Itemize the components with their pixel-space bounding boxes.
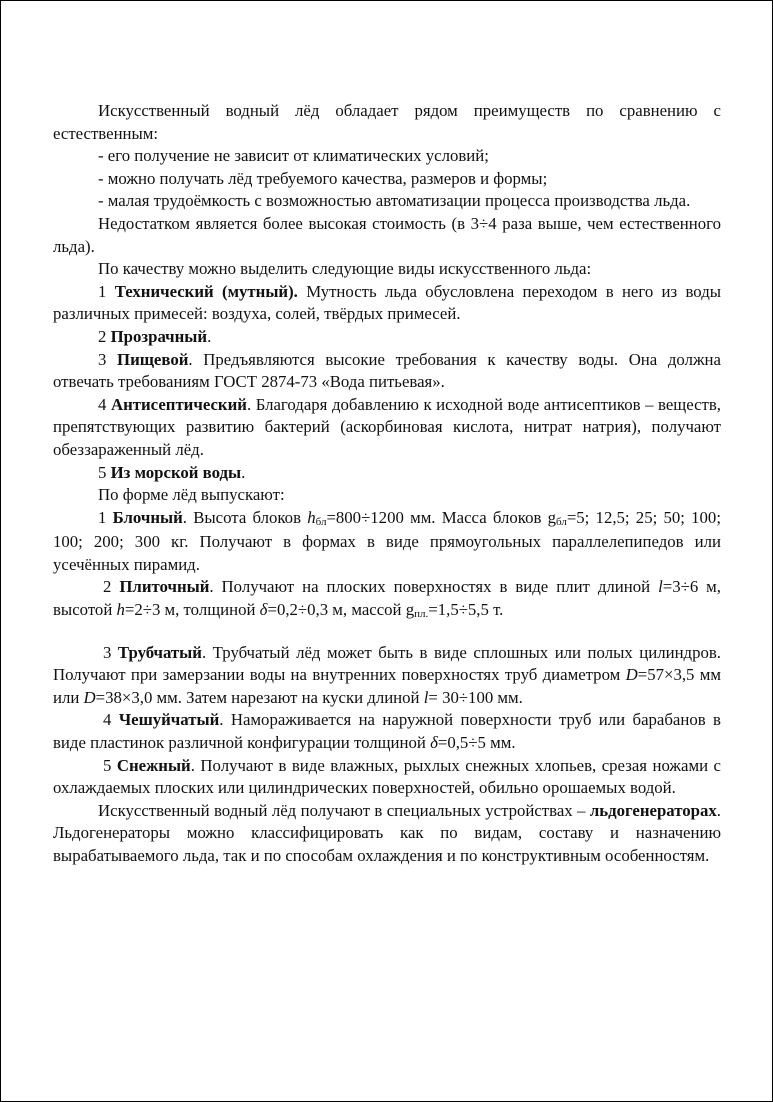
italic-symbol: D [625, 665, 638, 685]
paragraph-quality-types [53, 258, 721, 281]
paragraph-technical [53, 281, 721, 326]
text-run: 1 [98, 507, 113, 527]
paragraph-antiseptic [53, 394, 721, 462]
italic-symbol: l [658, 577, 663, 597]
text-run: . Высота блоков [182, 507, 308, 527]
text-run: 5 [103, 755, 117, 775]
text-run: Недостатком является более высокая стоимость (в 3÷4 раза выше, чем естественного льда). [53, 213, 721, 256]
text-run: =3÷6 м, высотой [53, 577, 721, 620]
text-run: - малая трудоёмкость с возможностью автоматизации процесса производства льда. [98, 191, 691, 211]
bold-term: Прозрачный [110, 326, 208, 346]
text-run: =57×3,5 мм или [53, 665, 721, 707]
italic-symbol: h [116, 600, 125, 620]
list-item-labor [53, 190, 721, 213]
text-run: . Получают на плоских поверхностях в виде плит длиной [209, 577, 659, 597]
bold-term: Трубчатый [117, 642, 202, 662]
text-run: 4 [103, 710, 119, 730]
text-run: =0,2÷0,3 м, массой g [267, 600, 415, 620]
text-run: . Намораживается на наружной поверхности труб или барабанов в виде пластинок различной конфигурации толщиной [53, 710, 721, 753]
bold-term: Технический (мутный). [114, 281, 298, 301]
text-run: - его получение не зависит от климатических условий; [98, 146, 489, 166]
paragraph-tube [53, 642, 721, 710]
italic-symbol: δ [430, 733, 438, 753]
paragraph-seawater [53, 462, 721, 485]
text-run: Мутность льда обусловлена переходом в него из воды различных примесей: воздуха, солей, твёрдых примесей. [53, 281, 722, 324]
text-run: =2÷3 м, толщиной [124, 600, 260, 620]
bold-term: Антисептический [110, 394, 247, 414]
bold-term: Блочный [112, 507, 183, 527]
text-run: 4 [98, 394, 111, 414]
text-run: =0,5÷5 мм. [437, 733, 516, 753]
document-body [53, 100, 721, 868]
bold-term: Пищевой [117, 349, 189, 369]
paragraph-drawback [53, 213, 721, 258]
italic-symbol: D [83, 687, 96, 707]
paragraph-snow [53, 755, 721, 800]
text-run: . Предъявляются высокие требования к качеству воды. Она должна отвечать требованиям ГОСТ 2874-73 «Вода питьевая». [53, 349, 721, 392]
text-run: Искусственный водный лёд получают в специальных устройствах – [98, 800, 590, 820]
bold-term: льдогенераторах [589, 800, 717, 820]
italic-symbol: h [307, 507, 316, 527]
text-run: - можно получать лёд требуемого качества, размеров и формы; [98, 168, 548, 188]
paragraph-ice-generators [53, 800, 721, 868]
paragraph-plate [53, 576, 721, 623]
subscript: пл. [414, 608, 429, 621]
text-run: По форме лёд выпускают: [98, 485, 285, 505]
text-run: 1 [98, 281, 115, 301]
text-run: Искусственный водный лёд обладает рядом преимуществ по сравнению с естественным: [53, 101, 721, 143]
paragraph-food [53, 349, 721, 394]
paragraph-intro [53, 100, 721, 145]
bold-term: Из морской воды [110, 462, 242, 482]
paragraph-block [53, 507, 721, 577]
text-run: 2 [103, 577, 120, 597]
text-run: По качеству можно выделить следующие виды искусственного льда: [98, 259, 592, 279]
paragraph-transparent [53, 326, 721, 349]
paragraph-flake [53, 709, 721, 754]
list-item-quality [53, 168, 721, 191]
text-run: =5; 12,5; 25; 50; 100; 100; 200; 300 кг. Получают в формах в виде прямоугольных параллелепипедов или усечённых пирамид. [53, 507, 721, 574]
bold-term: Чешуйчатый [118, 710, 220, 730]
text-run: . [241, 462, 246, 482]
text-run: =38×3,0 мм. Затем нарезают на куски длиной [95, 687, 424, 707]
subscript: бл [315, 515, 327, 528]
italic-symbol: δ [259, 600, 268, 620]
text-run: 3 [103, 642, 118, 662]
text-run: . [207, 326, 212, 346]
text-run: =800÷1200 мм. Масса блоков g [326, 507, 556, 527]
text-run: 5 [98, 462, 111, 482]
subscript: бл [556, 515, 567, 528]
text-run: . Благодаря добавлению к исходной воде антисептиков – веществ, препятствующих развитию бактерий (аскорбиновая кислота, нитрат натрия), получают обеззараженный лёд. [53, 394, 722, 459]
text-run: = 30÷100 мм. [428, 687, 523, 707]
list-item-climate [53, 145, 721, 168]
text-run: 2 [98, 326, 111, 346]
text-run: . Получают в виде влажных, рыхлых снежных хлопьев, срезая ножами с охлаждаемых плоских или цилиндрических поверхностей, обильно орошаемых водой. [53, 755, 721, 798]
text-run: . Льдогенераторы можно классифицировать как по видам, составу и назначению вырабатываемого льда, так и по способам охлаждения и по конструктивным особенностям. [53, 800, 721, 865]
paragraph-shape-types [53, 484, 721, 507]
text-run: . Трубчатый лёд может быть в виде сплошных или полых цилиндров. Получают при замерзании воды на внутренних поверхностях труб диаметром [53, 642, 721, 685]
bold-term: Снежный [116, 755, 191, 775]
italic-symbol: l [423, 687, 429, 707]
bold-term: Плиточный [119, 577, 210, 597]
text-run: 3 [98, 349, 118, 369]
text-run: =1,5÷5,5 т. [428, 600, 504, 620]
